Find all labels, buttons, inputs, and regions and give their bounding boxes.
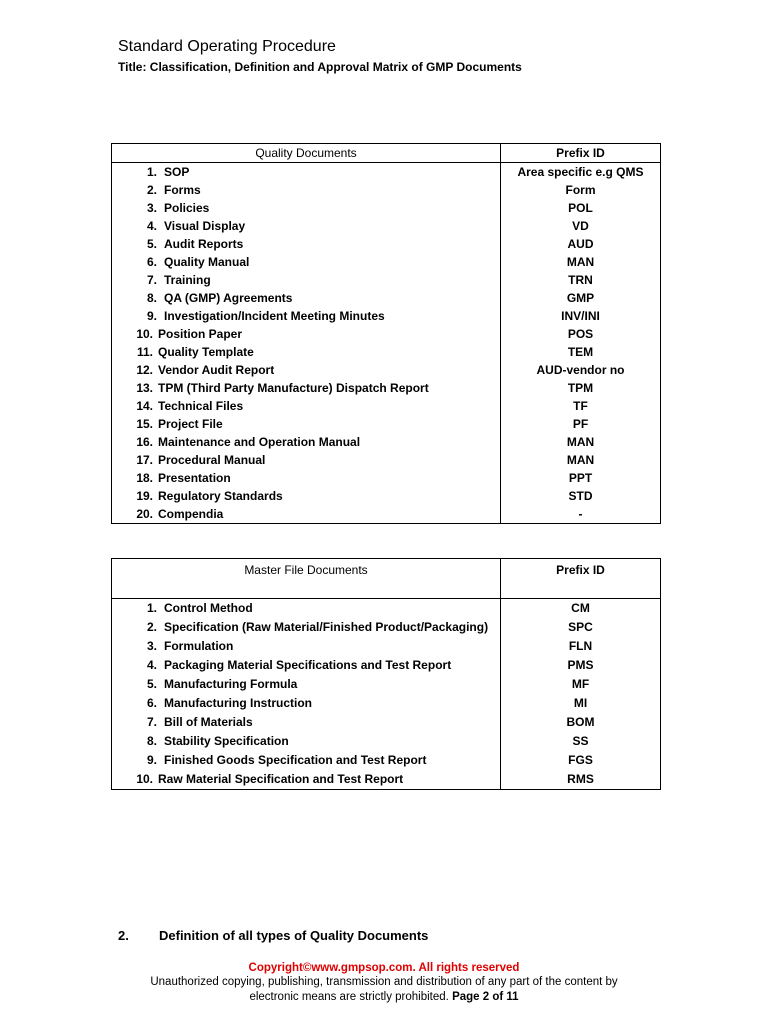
document-name: Packaging Material Specifications and Test Report bbox=[164, 658, 452, 672]
column-header-prefix-id: Prefix ID bbox=[501, 144, 661, 163]
document-name-cell bbox=[112, 289, 501, 307]
prefix-id-cell: MAN bbox=[501, 433, 661, 451]
prefix-id-cell: PF bbox=[501, 415, 661, 433]
document-name-cell bbox=[112, 343, 501, 361]
document-name-cell bbox=[112, 271, 501, 289]
footer-notice-line-2 bbox=[0, 990, 768, 1005]
document-name: Training bbox=[164, 272, 211, 287]
prefix-id-cell: VD bbox=[501, 217, 661, 235]
document-name-cell bbox=[112, 505, 501, 524]
prefix-id-cell: SPC bbox=[501, 618, 661, 637]
column-header-quality-documents: Quality Documents bbox=[112, 144, 501, 163]
footer-notice-text: electronic means are strictly prohibited. bbox=[249, 991, 449, 1003]
row-number: 8. bbox=[146, 734, 157, 748]
prefix-id-cell: MF bbox=[501, 675, 661, 694]
prefix-id-cell: PPT bbox=[501, 469, 661, 487]
document-name-cell bbox=[112, 217, 501, 235]
document-name: Visual Display bbox=[164, 218, 246, 233]
prefix-id-cell: POL bbox=[501, 199, 661, 217]
page-number: Page 2 of 11 bbox=[452, 991, 519, 1003]
row-number: 15. bbox=[136, 416, 153, 431]
document-name-cell bbox=[112, 618, 501, 637]
table-row bbox=[112, 253, 661, 271]
prefix-id-cell: GMP bbox=[501, 289, 661, 307]
document-name: Manufacturing Formula bbox=[164, 677, 298, 691]
row-number: 3. bbox=[146, 639, 157, 653]
table-row bbox=[112, 751, 661, 770]
document-name: Raw Material Specification and Test Report bbox=[158, 772, 404, 786]
row-number: 1. bbox=[146, 164, 157, 179]
row-number: 18. bbox=[136, 470, 153, 485]
document-name-cell bbox=[112, 656, 501, 675]
document-name-cell bbox=[112, 469, 501, 487]
prefix-id-cell: TEM bbox=[501, 343, 661, 361]
table-row bbox=[112, 694, 661, 713]
document-name: Bill of Materials bbox=[164, 715, 253, 729]
quality-documents-table bbox=[111, 143, 661, 524]
column-header-prefix-id: Prefix ID bbox=[501, 559, 661, 599]
document-name: Procedural Manual bbox=[158, 452, 266, 467]
table-row bbox=[112, 599, 661, 619]
document-name-cell bbox=[112, 713, 501, 732]
table-row bbox=[112, 289, 661, 307]
prefix-id-cell: SS bbox=[501, 732, 661, 751]
prefix-id-cell: - bbox=[501, 505, 661, 524]
document-name: Vendor Audit Report bbox=[158, 362, 275, 377]
document-name-cell bbox=[112, 487, 501, 505]
table-row bbox=[112, 770, 661, 790]
table-row bbox=[112, 379, 661, 397]
row-number: 10. bbox=[136, 772, 153, 786]
table-row bbox=[112, 343, 661, 361]
table-row bbox=[112, 199, 661, 217]
row-number: 6. bbox=[146, 696, 157, 710]
table-row bbox=[112, 732, 661, 751]
table-row bbox=[112, 415, 661, 433]
row-number: 17. bbox=[136, 452, 153, 467]
table-row bbox=[112, 656, 661, 675]
document-subtitle: Title: Classification, Definition and Approval Matrix of GMP Documents bbox=[118, 60, 522, 74]
table-header-row bbox=[112, 144, 661, 163]
document-name-cell bbox=[112, 307, 501, 325]
row-number: 16. bbox=[136, 434, 153, 449]
document-name-cell bbox=[112, 770, 501, 790]
prefix-id-cell: POS bbox=[501, 325, 661, 343]
row-number: 6. bbox=[146, 254, 157, 269]
document-name: Manufacturing Instruction bbox=[164, 696, 312, 710]
document-name-cell bbox=[112, 199, 501, 217]
table-row bbox=[112, 163, 661, 182]
document-name: Regulatory Standards bbox=[158, 488, 283, 503]
prefix-id-cell: STD bbox=[501, 487, 661, 505]
document-name-cell bbox=[112, 451, 501, 469]
prefix-id-cell: MAN bbox=[501, 451, 661, 469]
table-row bbox=[112, 469, 661, 487]
table-row bbox=[112, 181, 661, 199]
table-row bbox=[112, 451, 661, 469]
document-name-cell bbox=[112, 433, 501, 451]
table-row bbox=[112, 307, 661, 325]
document-name: Formulation bbox=[164, 639, 234, 653]
document-name-cell bbox=[112, 637, 501, 656]
table-row bbox=[112, 713, 661, 732]
table-row bbox=[112, 433, 661, 451]
document-name: Forms bbox=[164, 182, 201, 197]
document-name: Quality Template bbox=[158, 344, 254, 359]
document-name-cell bbox=[112, 599, 501, 619]
document-title: Standard Operating Procedure bbox=[118, 38, 336, 55]
document-name-cell bbox=[112, 379, 501, 397]
document-name-cell bbox=[112, 253, 501, 271]
document-name: QA (GMP) Agreements bbox=[164, 290, 293, 305]
document-name: Control Method bbox=[164, 601, 253, 615]
footer-notice-line-1: Unauthorized copying, publishing, transmission and distribution of any part of the content by bbox=[150, 976, 618, 988]
row-number: 12. bbox=[136, 362, 153, 377]
row-number: 5. bbox=[146, 236, 157, 251]
footer-copyright: Copyright©www.gmpsop.com. All rights reserved bbox=[248, 962, 520, 974]
table-row bbox=[112, 325, 661, 343]
row-number: 2. bbox=[146, 182, 157, 197]
document-name-cell bbox=[112, 163, 501, 182]
table-row bbox=[112, 618, 661, 637]
document-name-cell bbox=[112, 181, 501, 199]
prefix-id-cell: FGS bbox=[501, 751, 661, 770]
prefix-id-cell: Form bbox=[501, 181, 661, 199]
row-number: 4. bbox=[146, 218, 157, 233]
prefix-id-cell: MAN bbox=[501, 253, 661, 271]
table-row bbox=[112, 505, 661, 524]
section-title: Definition of all types of Quality Documents bbox=[159, 928, 429, 943]
row-number: 11. bbox=[136, 344, 153, 359]
row-number: 8. bbox=[146, 290, 157, 305]
document-name-cell bbox=[112, 325, 501, 343]
row-number: 10. bbox=[136, 326, 153, 341]
prefix-id-cell: FLN bbox=[501, 637, 661, 656]
document-name-cell bbox=[112, 415, 501, 433]
document-name-cell bbox=[112, 675, 501, 694]
row-number: 2. bbox=[146, 620, 157, 634]
document-name: Investigation/Incident Meeting Minutes bbox=[164, 308, 385, 323]
row-number: 13. bbox=[136, 380, 153, 395]
document-name-cell bbox=[112, 397, 501, 415]
row-number: 14. bbox=[136, 398, 153, 413]
table-row bbox=[112, 217, 661, 235]
table-row bbox=[112, 675, 661, 694]
document-name: Compendia bbox=[158, 506, 224, 521]
prefix-id-cell: AUD bbox=[501, 235, 661, 253]
row-number: 1. bbox=[146, 601, 157, 615]
prefix-id-cell: CM bbox=[501, 599, 661, 619]
prefix-id-cell: RMS bbox=[501, 770, 661, 790]
section-number: 2. bbox=[118, 928, 129, 943]
document-name: Project File bbox=[158, 416, 223, 431]
row-number: 4. bbox=[146, 658, 157, 672]
row-number: 9. bbox=[146, 308, 157, 323]
document-name: Quality Manual bbox=[164, 254, 250, 269]
document-name-cell bbox=[112, 361, 501, 379]
row-number: 20. bbox=[136, 506, 153, 521]
document-name: Presentation bbox=[158, 470, 231, 485]
prefix-id-cell: Area specific e.g QMS bbox=[501, 163, 661, 182]
table-row bbox=[112, 487, 661, 505]
table-row bbox=[112, 397, 661, 415]
document-name: Position Paper bbox=[158, 326, 243, 341]
prefix-id-cell: INV/INI bbox=[501, 307, 661, 325]
row-number: 3. bbox=[146, 200, 157, 215]
document-name: Stability Specification bbox=[164, 734, 289, 748]
row-number: 9. bbox=[146, 753, 157, 767]
prefix-id-cell: AUD-vendor no bbox=[501, 361, 661, 379]
table-header-row bbox=[112, 559, 661, 599]
prefix-id-cell: PMS bbox=[501, 656, 661, 675]
document-name: SOP bbox=[164, 164, 190, 179]
prefix-id-cell: MI bbox=[501, 694, 661, 713]
table-row bbox=[112, 235, 661, 253]
table-row bbox=[112, 361, 661, 379]
row-number: 19. bbox=[136, 488, 153, 503]
prefix-id-cell: BOM bbox=[501, 713, 661, 732]
prefix-id-cell: TRN bbox=[501, 271, 661, 289]
prefix-id-cell: TPM bbox=[501, 379, 661, 397]
prefix-id-cell: TF bbox=[501, 397, 661, 415]
master-file-documents-table bbox=[111, 558, 661, 790]
document-name-cell bbox=[112, 694, 501, 713]
section-heading bbox=[118, 928, 428, 943]
document-name: Maintenance and Operation Manual bbox=[158, 434, 361, 449]
row-number: 7. bbox=[146, 715, 157, 729]
document-name-cell bbox=[112, 751, 501, 770]
document-name: Policies bbox=[164, 200, 210, 215]
document-name: Specification (Raw Material/Finished Product/Packaging) bbox=[164, 620, 489, 634]
document-name: Audit Reports bbox=[164, 236, 244, 251]
column-header-master-file-documents: Master File Documents bbox=[112, 559, 501, 599]
document-name: Technical Files bbox=[158, 398, 244, 413]
table-row bbox=[112, 271, 661, 289]
document-name: TPM (Third Party Manufacture) Dispatch Report bbox=[158, 380, 429, 395]
document-name-cell bbox=[112, 235, 501, 253]
row-number: 5. bbox=[146, 677, 157, 691]
document-name: Finished Goods Specification and Test Report bbox=[164, 753, 427, 767]
table-row bbox=[112, 637, 661, 656]
document-name-cell bbox=[112, 732, 501, 751]
row-number: 7. bbox=[146, 272, 157, 287]
